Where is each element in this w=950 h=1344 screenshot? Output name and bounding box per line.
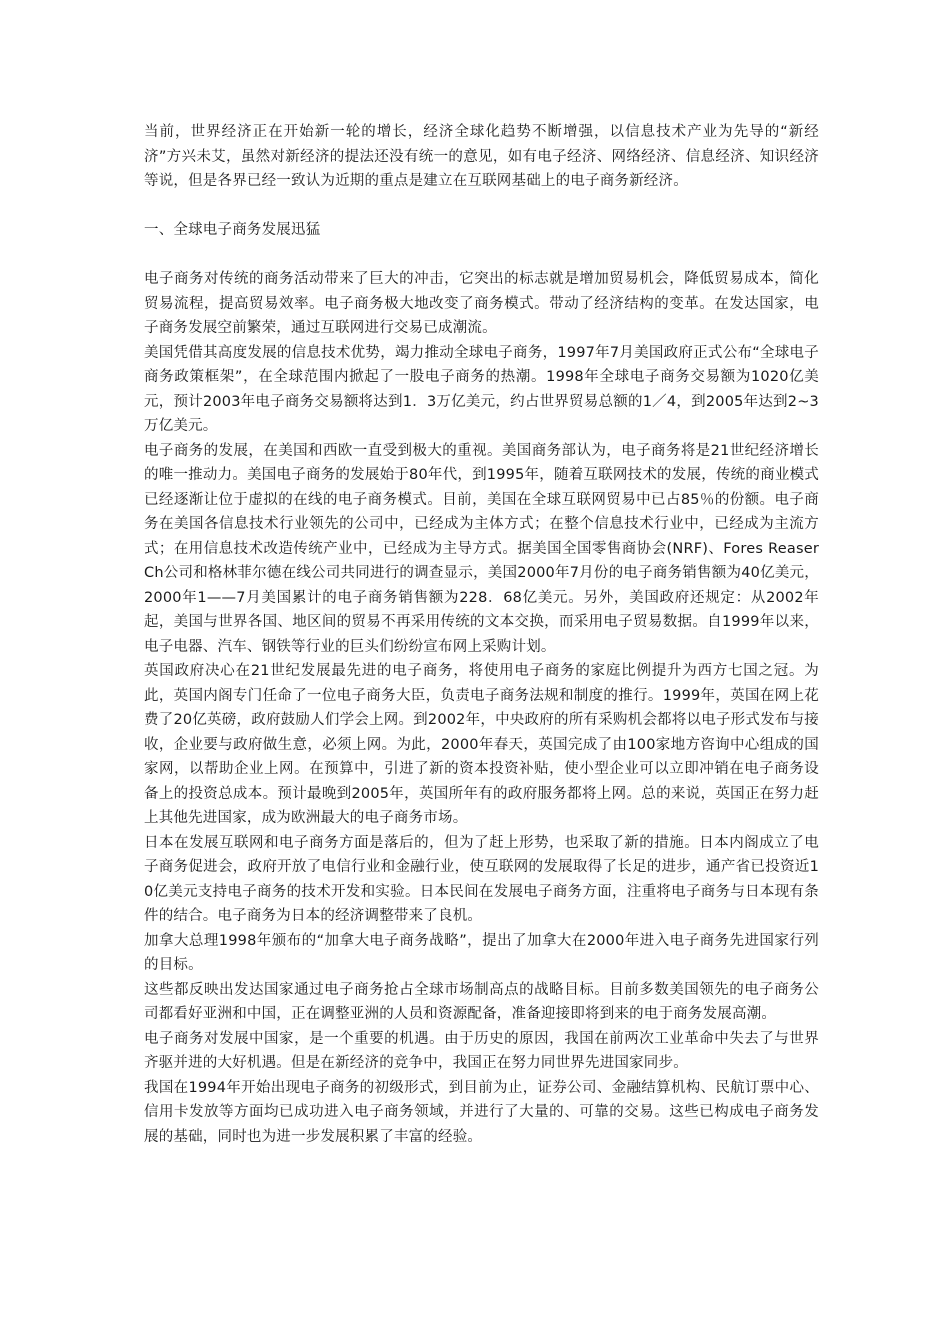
body-paragraph: 加拿大总理1998年颁布的“加拿大电子商务战略”，提出了加拿大在2000年进入电子商务先进国家行列的目标。 bbox=[144, 932, 819, 973]
body-paragraph: 美国凭借其高度发展的信息技术优势，竭力推动全球电子商务，1997年7月美国政府正式公布“全球电子商务政策框架”，在全球范围内掀起了一股电子商务的热潮。1998年全球电子商务交易额为1020亿美元，预计2003年电子商务交易额将达到1．3万亿美元，约占世界贸易总额的1／4，到2005年达到2~3万亿美元。 bbox=[144, 344, 819, 434]
body-paragraph: 英国政府决心在21世纪发展最先进的电子商务，将使用电子商务的家庭比例提升为西方七国之冠。为此，英国内阁专门任命了一位电子商务大臣，负责电子商务法规和制度的推行。1999年，英国在网上花费了20亿英磅，政府鼓励人们学会上网。到2002年，中央政府的所有采购机会都将以电子形式发布与接收，企业要与政府做生意，必须上网。为此，2000年春天，英国完成了由100家地方咨询中心组成的国家网，以帮助企业上网。在预算中，引进了新的资本投资补贴，使小型企业可以立即冲销在电子商务设备上的投资总成本。预计最晚到2005年，英国所年有的政府服务都将上网。总的来说，英国正在努力赶上其他先进国家，成为欧洲最大的电子商务市场。 bbox=[144, 663, 819, 826]
body-paragraph: 这些都反映出发达国家通过电子商务抢占全球市场制高点的战略目标。目前多数美国领先的电子商务公司都看好亚洲和中国，正在调整亚洲的人员和资源配备，准备迎接即将到来的电于商务发展高潮。 bbox=[144, 981, 819, 1022]
spacer bbox=[144, 243, 819, 268]
section-heading: 一、全球电子商务发展迅猛 bbox=[144, 222, 321, 238]
body-paragraph: 电子商务的发展，在美国和西欧一直受到极大的重视。美国商务部认为，电子商务将是21世纪经济增长的唯一推动力。美国电子商务的发展始于80年代，到1995年，随着互联网技术的发展，传统的商业模式已经逐渐让位于虚拟的在线的电子商务模式。目前，美国在全球互联网贸易中已占85％的份额。电子商务在美国各信息技术行业领先的公司中，已经成为主体方式；在整个信息技术行业中，已经成为主流方式；在用信息技术改造传统产业中，已经成为主导方式。据美国全国零售商协会(NRF)、Fores Reaser Ch公司和格林菲尔德在线公司共同进行的调查显示，美国2000年7月份的电子商务销售额为40亿美元，2000年1——7月美国累计的电子商务销售额为228．68亿美元。另外，美国政府还规定：从2002年起，美国与世界各国、地区间的贸易不再采用传统的文本交换，而采用电子贸易数据。自1999年以来，电子电器、汽车、钢铁等行业的巨头们纷纷宣布网上采购计划。 bbox=[144, 442, 819, 655]
intro-paragraph: 当前，世界经济正在开始新一轮的增长，经济全球化趋势不断增强，以信息技术产业为先导的“新经济”方兴未艾，虽然对新经济的提法还没有统一的意见，如有电子经济、网络经济、信息经济、知识经济等说，但是各界已经一致认为近期的重点是建立在互联网基础上的电子商务新经济。 bbox=[144, 124, 819, 189]
body-paragraph: 电子商务对传统的商务活动带来了巨大的冲击，它突出的标志就是增加贸易机会，降低贸易成本，简化贸易流程，提高贸易效率。电子商务极大地改变了商务模式。带动了经济结构的变革。在发达国家，电子商务发展空前繁荣，通过互联网进行交易已成潮流。 bbox=[144, 271, 819, 336]
body-paragraph: 电子商务对发展中国家，是一个重要的机遇。由于历史的原因，我国在前两次工业革命中失去了与世界齐驱并进的大好机遇。但是在新经济的竞争中，我国正在努力同世界先进国家同步。 bbox=[144, 1030, 819, 1071]
body-paragraph: 日本在发展互联网和电子商务方面是落后的，但为了赶上形势，也采取了新的措施。日本内阁成立了电子商务促进会，政府开放了电信行业和金融行业，使互联网的发展取得了长足的进步，通产省已投资近10亿美元支持电子商务的技术开发和实验。日本民间在发展电子商务方面，注重将电子商务与日本现有条件的结合。电子商务为日本的经济调整带来了良机。 bbox=[144, 834, 819, 924]
document-body bbox=[144, 120, 819, 1149]
spacer bbox=[144, 194, 819, 219]
body-paragraph: 我国在1994年开始出现电子商务的初级形式，到目前为止，证券公司、金融结算机构、民航订票中心、信用卡发放等方面均已成功进入电子商务领域，并进行了大量的、可靠的交易。这些已构成电子商务发展的基础，同时也为进一步发展积累了丰富的经验。 bbox=[144, 1079, 819, 1145]
